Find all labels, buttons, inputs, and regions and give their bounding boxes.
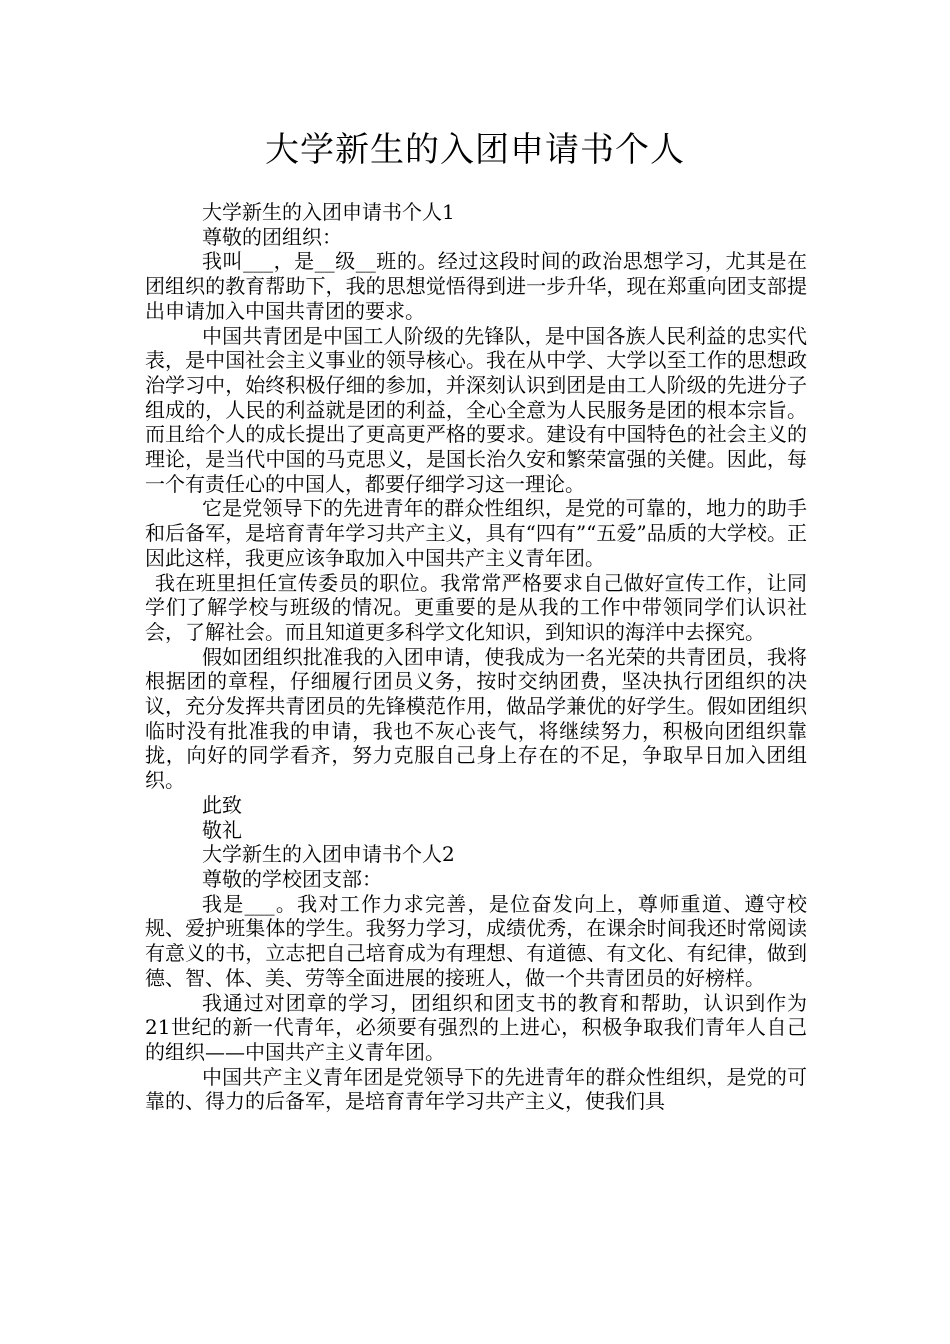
document-title: 大学新生的入团申请书个人 xyxy=(265,130,685,170)
paragraph: 我通过对团章的学习，团组织和团支书的教育和帮助，认识到作为21世纪的新一代青年，必须要有强烈的上进心，积极争取我们青年人自己的组织——中国共产主义青年团。 xyxy=(145,990,807,1064)
paragraph: 假如团组织批准我的入团申请，使我成为一名光荣的共青团员，我将根据团的章程，仔细履行团员义务，按时交纳团费，坚决执行团组织的决议，充分发挥共青团员的先锋模范作用，做品学兼优的好学生。假如团组织临时没有批准我的申请，我也不灰心丧气，将继续努力，积极向团组织靠拢，向好的同学看齐，努力克服自己身上存在的不足，争取早日加入团组织。 xyxy=(145,644,807,793)
paragraph: 我是___。我对工作力求完善，是位奋发向上，尊师重道、遵守校规、爱护班集体的学生。我努力学习，成绩优秀，在课余时间我还时常阅读有意义的书，立志把自己培育成为有理想、有道德、有文化、有纪律，做到德、智、体、美、劳等全面进展的接班人，做一个共青团员的好榜样。 xyxy=(145,891,807,990)
document-body xyxy=(145,200,807,1114)
paragraph: 中国共产主义青年团是党领导下的先进青年的群众性组织，是党的可靠的、得力的后备军，是培育青年学习共产主义，使我们具 xyxy=(145,1064,807,1114)
salutation-1: 尊敬的团组织： xyxy=(202,224,342,249)
section-heading-1: 大学新生的入团申请书个人1 xyxy=(202,200,455,224)
paragraph: 中国共青团是中国工人阶级的先锋队，是中国各族人民利益的忠实代表，是中国社会主义事业的领导核心。我在从中学、大学以至工作的思想政治学习中，始终积极仔细的参加，并深刻认识到团是由工人阶级的先进分子组成的，人民的利益就是团的利益，全心全意为人民服务是团的根本宗旨。而且给个人的成长提出了更高更严格的要求。建设有中国特色的社会主义的理论，是当代中国的马克思义，是国长治久安和繁荣富强的关健。因此，每一个有责任心的中国人，都要仔细学习这一理论。 xyxy=(145,323,807,496)
paragraph: 它是党领导下的先进青年的群众性组织，是党的可靠的，地力的助手和后备军，是培育青年学习共产主义，具有“四有”“五爱”品质的大学校。正因此这样，我更应该争取加入中国共产主义青年团。 xyxy=(145,496,807,570)
paragraph: 我叫___，是__级__班的。经过这段时间的政治思想学习，尤其是在团组织的教育帮助下，我的思想觉悟得到进一步升华，现在郑重向团支部提出申请加入中国共青团的要求。 xyxy=(145,249,807,323)
closing-line: 敬礼 xyxy=(202,817,242,842)
paragraph: 我在班里担任宣传委员的职位。我常常严格要求自己做好宣传工作，让同学们了解学校与班级的情况。更重要的是从我的工作中带领同学们认识社会，了解社会。而且知道更多科学文化知识，到知识的海洋中去探究。 xyxy=(145,570,807,644)
section-heading-2: 大学新生的入团申请书个人2 xyxy=(202,842,455,867)
salutation-2: 尊敬的学校团支部： xyxy=(202,866,382,891)
closing-line: 此致 xyxy=(202,792,242,817)
